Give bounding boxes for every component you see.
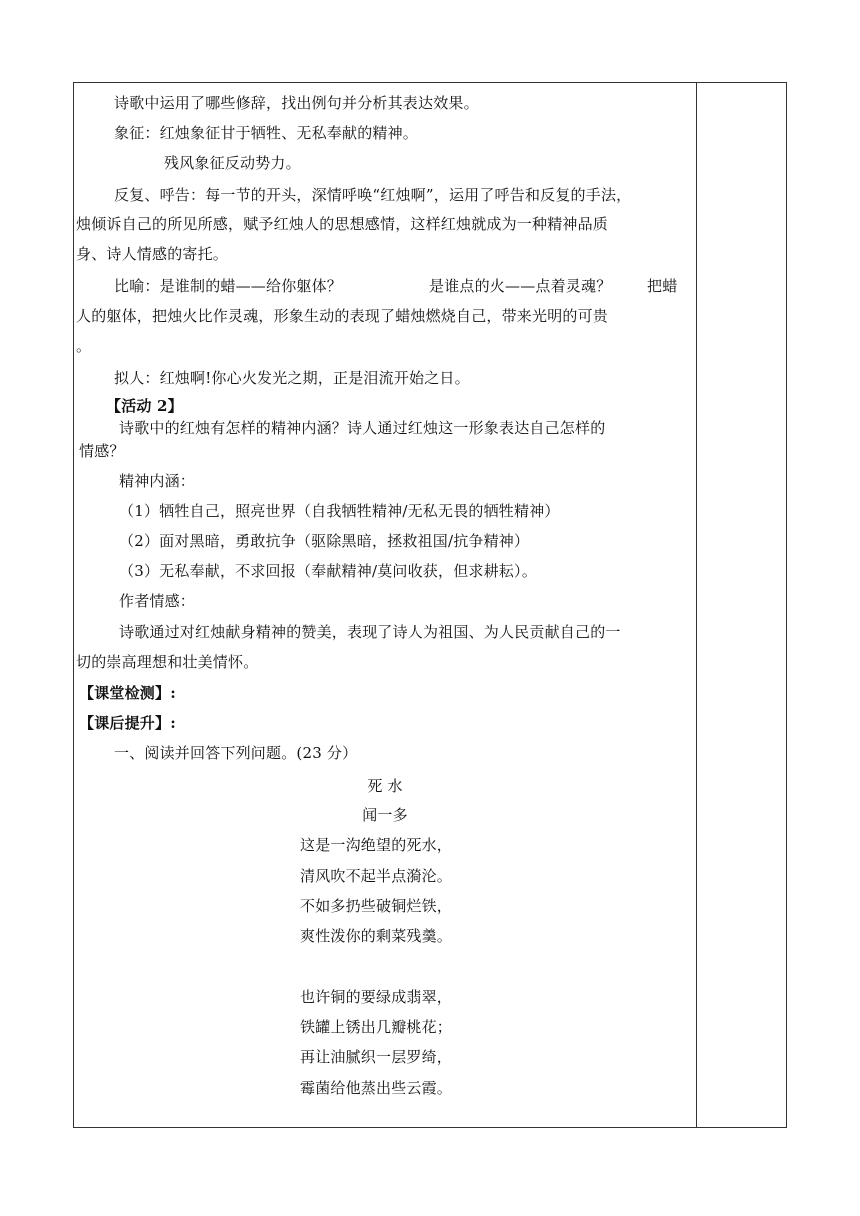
poem-line: 霉菌给他蒸出些云霞。: [300, 1079, 453, 1097]
symbol-line-2: 残风象征反动势力。: [164, 154, 301, 172]
activity-2-title: 【活动 2】: [106, 397, 183, 415]
metaphor-part-c: 把蜡: [647, 277, 678, 295]
exercise-title: 一、阅读并回答下列问题。(23 分）: [114, 744, 358, 762]
metaphor-part-a: 比喻：是谁制的蜡——给你躯体？: [114, 277, 343, 295]
activity-2-question-2: 情感？: [79, 442, 125, 460]
repeat-line-2: 烛倾诉自己的所见所感，赋予红烛人的思想感情，这样红烛就成为一种精神品质: [76, 215, 609, 233]
spirit-item-1: （1）牺牲自己，照亮世界（自我牺牲精神/无私无畏的牺牲精神）: [119, 502, 560, 520]
poem-line: 爽性泼你的剩菜残羹。: [300, 927, 453, 945]
class-check-heading: 【课堂检测】:: [79, 684, 176, 702]
after-class-heading: 【课后提升】:: [79, 714, 176, 732]
personify-line: 拟人：红烛啊!你心火发光之期，正是泪流开始之日。: [114, 369, 470, 387]
content-table: [73, 82, 787, 1128]
repeat-line-1: 反复、呼告：每一节的开头，深情呼唤“红烛啊”，运用了呼告和反复的手法，: [114, 186, 632, 204]
poem-line: 清风吹不起半点漪沦。: [300, 867, 453, 885]
emotion-label: 作者情感：: [119, 592, 196, 610]
poem-line: 再让油腻织一层罗绮，: [300, 1048, 453, 1066]
symbol-line-1: 象征：红烛象征甘于牺牲、无私奉献的精神。: [114, 124, 419, 142]
activity-2-question-1: 诗歌中的红烛有怎样的精神内涵？诗人通过红烛这一形象表达自己怎样的: [119, 419, 606, 437]
poem-author: 闻一多: [362, 806, 408, 824]
poem-title: 死 水: [367, 777, 403, 795]
repeat-line-3: 身、诗人情感的寄托。: [76, 245, 229, 263]
metaphor-line-2: 人的躯体，把烛火比作灵魂，形象生动的表现了蜡烛燃烧自己，带来光明的可贵: [76, 307, 609, 325]
spirit-item-2: （2）面对黑暗，勇敢抗争（驱除黑暗，拯救祖国/抗争精神）: [119, 532, 530, 550]
poem-line: 这是一沟绝望的死水，: [300, 836, 453, 854]
spirit-item-3: （3）无私奉献，不求回报（奉献精神/莫问收获，但求耕耘）。: [119, 562, 537, 580]
emotion-line-1: 诗歌通过对红烛献身精神的赞美，表现了诗人为祖国、为人民贡献自己的一: [119, 623, 621, 641]
notes-column: [697, 83, 787, 1127]
poem-line: 不如多扔些破铜烂铁，: [300, 897, 453, 915]
poem-line: 铁罐上锈出几瓣桃花；: [300, 1018, 453, 1036]
rhetoric-question: 诗歌中运用了哪些修辞，找出例句并分析其表达效果。: [114, 94, 479, 112]
emotion-line-2: 切的崇高理想和壮美情怀。: [76, 653, 259, 671]
metaphor-line-3: 。: [76, 337, 92, 355]
spirit-label: 精神内涵：: [119, 472, 196, 490]
metaphor-part-b: 是谁点的火——点着灵魂？: [429, 277, 612, 295]
main-cell: [74, 83, 696, 1127]
poem-line: 也许铜的要绿成翡翠，: [300, 988, 453, 1006]
